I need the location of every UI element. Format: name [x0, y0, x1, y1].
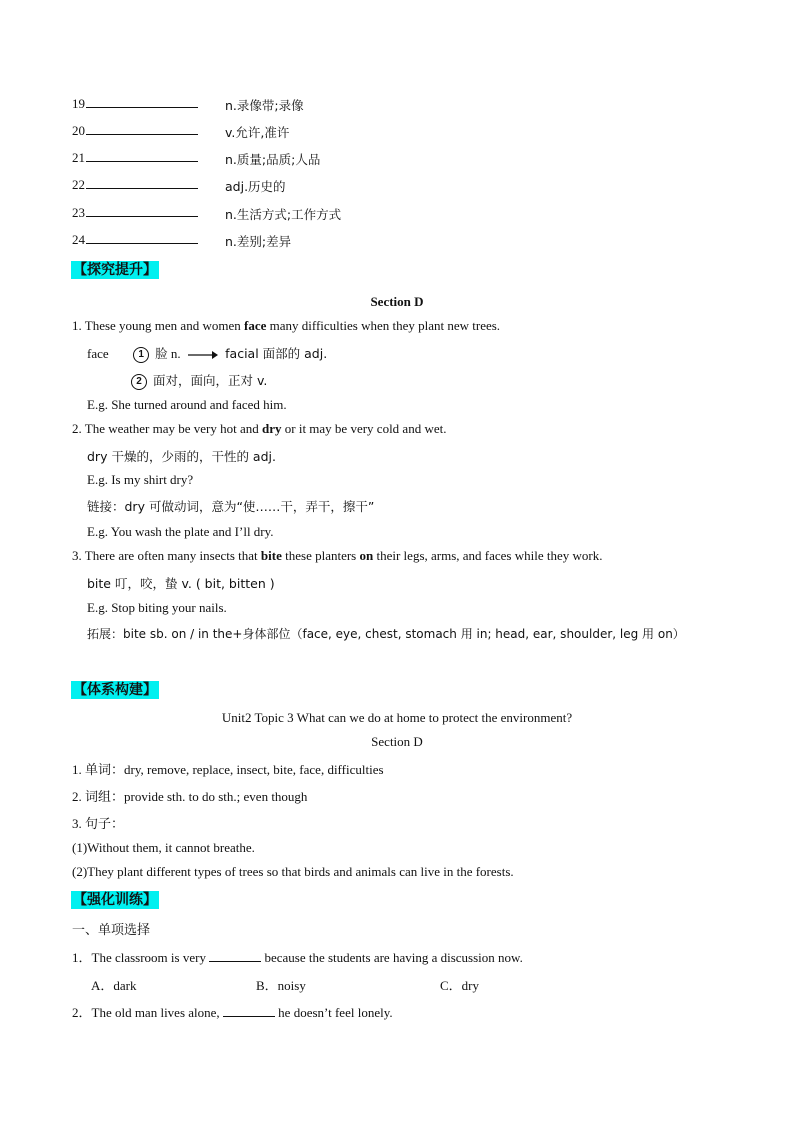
question-text: 2．The old man lives alone,	[72, 1005, 223, 1020]
vocab-number: 19	[72, 96, 85, 111]
vocab-number: 21	[72, 150, 85, 165]
example-sentence: E.g. Stop biting your nails.	[87, 600, 227, 615]
vocab-meaning: v.允许,准许	[225, 125, 290, 140]
answer-blank[interactable]	[86, 96, 198, 108]
vocab-meaning: n.差别;差异	[225, 234, 292, 249]
explore-heading	[71, 259, 159, 279]
sense-meaning: 脸	[155, 346, 168, 361]
sentence-text: many difficulties when they plant new trees.	[266, 318, 501, 333]
answer-blank[interactable]	[86, 123, 198, 135]
sense-meaning: 面对，面向，正对 v.	[153, 373, 268, 388]
summary-sentences-label: 3. 句子：	[72, 816, 125, 831]
option-b[interactable]: B．noisy	[256, 978, 306, 993]
question-text: he doesn’t feel lonely.	[274, 1005, 393, 1020]
vocab-row	[72, 177, 198, 193]
section-title: Section D	[370, 294, 424, 309]
training-heading	[71, 889, 159, 909]
example-sentence: E.g. You wash the plate and I’ll dry.	[87, 524, 274, 539]
sentence-text: 2. The weather may be very hot and	[72, 421, 262, 436]
explore-item-3	[72, 548, 602, 564]
part-title: 一、单项选择	[72, 923, 151, 938]
extend-note: 拓展：bite sb. on / in the+身体部位（face, eye, chest, stomach 用 in; head, ear, shoulder, leg 用 on）	[87, 627, 685, 641]
headword: face	[87, 346, 109, 361]
summary-phrases: 2. 词组：provide sth. to do sth.; even though	[72, 789, 308, 804]
vocab-row	[72, 205, 198, 221]
answer-blank[interactable]	[86, 150, 198, 162]
summary-sentence: (2)They plant different types of trees so that birds and animals can live in the forests.	[72, 864, 514, 879]
question-text: 1．The classroom is very	[72, 950, 210, 965]
keyword: on	[359, 548, 374, 563]
vocab-row	[72, 123, 198, 139]
vocab-number: 23	[72, 205, 85, 220]
vocab-number: 24	[72, 232, 85, 247]
section-tag: 【体系构建】	[73, 682, 157, 698]
keyword: face	[243, 318, 267, 333]
word-definition: bite 叮，咬，蛰 v. ( bit, bitten )	[87, 576, 275, 591]
vocab-meaning: n.质量;品质;人品	[225, 152, 321, 167]
section-tag: 【探究提升】	[73, 262, 157, 278]
question-1	[72, 947, 523, 966]
explore-item-2	[72, 421, 446, 437]
section-title: Section D	[371, 734, 423, 749]
sentence-text: or it may be very cold and wet.	[281, 421, 447, 436]
vocab-meaning: n.录像带;录像	[225, 98, 304, 113]
arrow-right-icon	[188, 351, 218, 359]
answer-blank[interactable]	[209, 950, 261, 962]
derived-word: facial 面部的 adj.	[225, 346, 328, 361]
option-a[interactable]: A．dark	[91, 978, 137, 993]
vocab-row	[72, 96, 198, 112]
sentence-text: 1. These young men and women	[72, 318, 244, 333]
answer-blank[interactable]	[86, 177, 198, 189]
question-2	[72, 1002, 393, 1021]
summary-words: 1. 单词：dry, remove, replace, insect, bite, face, difficulties	[72, 762, 384, 777]
question-text: because the students are having a discussion now.	[261, 950, 523, 965]
vocab-row	[72, 232, 198, 248]
answer-blank[interactable]	[86, 205, 198, 217]
vocab-number: 22	[72, 177, 85, 192]
example-sentence: E.g. She turned around and faced him.	[87, 397, 287, 412]
answer-blank[interactable]	[86, 232, 198, 244]
system-heading	[71, 679, 159, 699]
vocab-meaning: n.生活方式;工作方式	[225, 207, 342, 222]
explore-item-1	[72, 318, 500, 334]
face-sense-1	[87, 344, 327, 363]
vocab-row	[72, 150, 198, 166]
vocab-meaning: adj.历史的	[225, 179, 286, 194]
circled-number-icon: 1	[133, 347, 149, 363]
link-note: 链接：dry 可做动词，意为“使……干，弄干，擦干”	[87, 499, 375, 514]
word-definition: dry 干燥的，少雨的，干性的 adj.	[87, 449, 276, 464]
unit-title: Unit2 Topic 3 What can we do at home to protect the environment?	[221, 710, 573, 725]
sentence-text: their legs, arms, and faces while they work.	[373, 548, 603, 563]
keyword: bite	[260, 548, 282, 563]
summary-sentence: (1)Without them, it cannot breathe.	[72, 840, 255, 855]
answer-blank[interactable]	[223, 1005, 275, 1017]
option-c[interactable]: C．dry	[440, 978, 480, 993]
keyword: dry	[262, 421, 282, 436]
sentence-text: 3. There are often many insects that	[72, 548, 261, 563]
part-of-speech: n.	[170, 346, 181, 361]
sentence-text: these planters	[281, 548, 360, 563]
section-tag: 【强化训练】	[73, 892, 157, 908]
vocab-number: 20	[72, 123, 85, 138]
example-sentence: E.g. Is my shirt dry?	[87, 472, 194, 487]
circled-number-icon: 2	[131, 374, 147, 390]
face-sense-2	[131, 371, 267, 390]
